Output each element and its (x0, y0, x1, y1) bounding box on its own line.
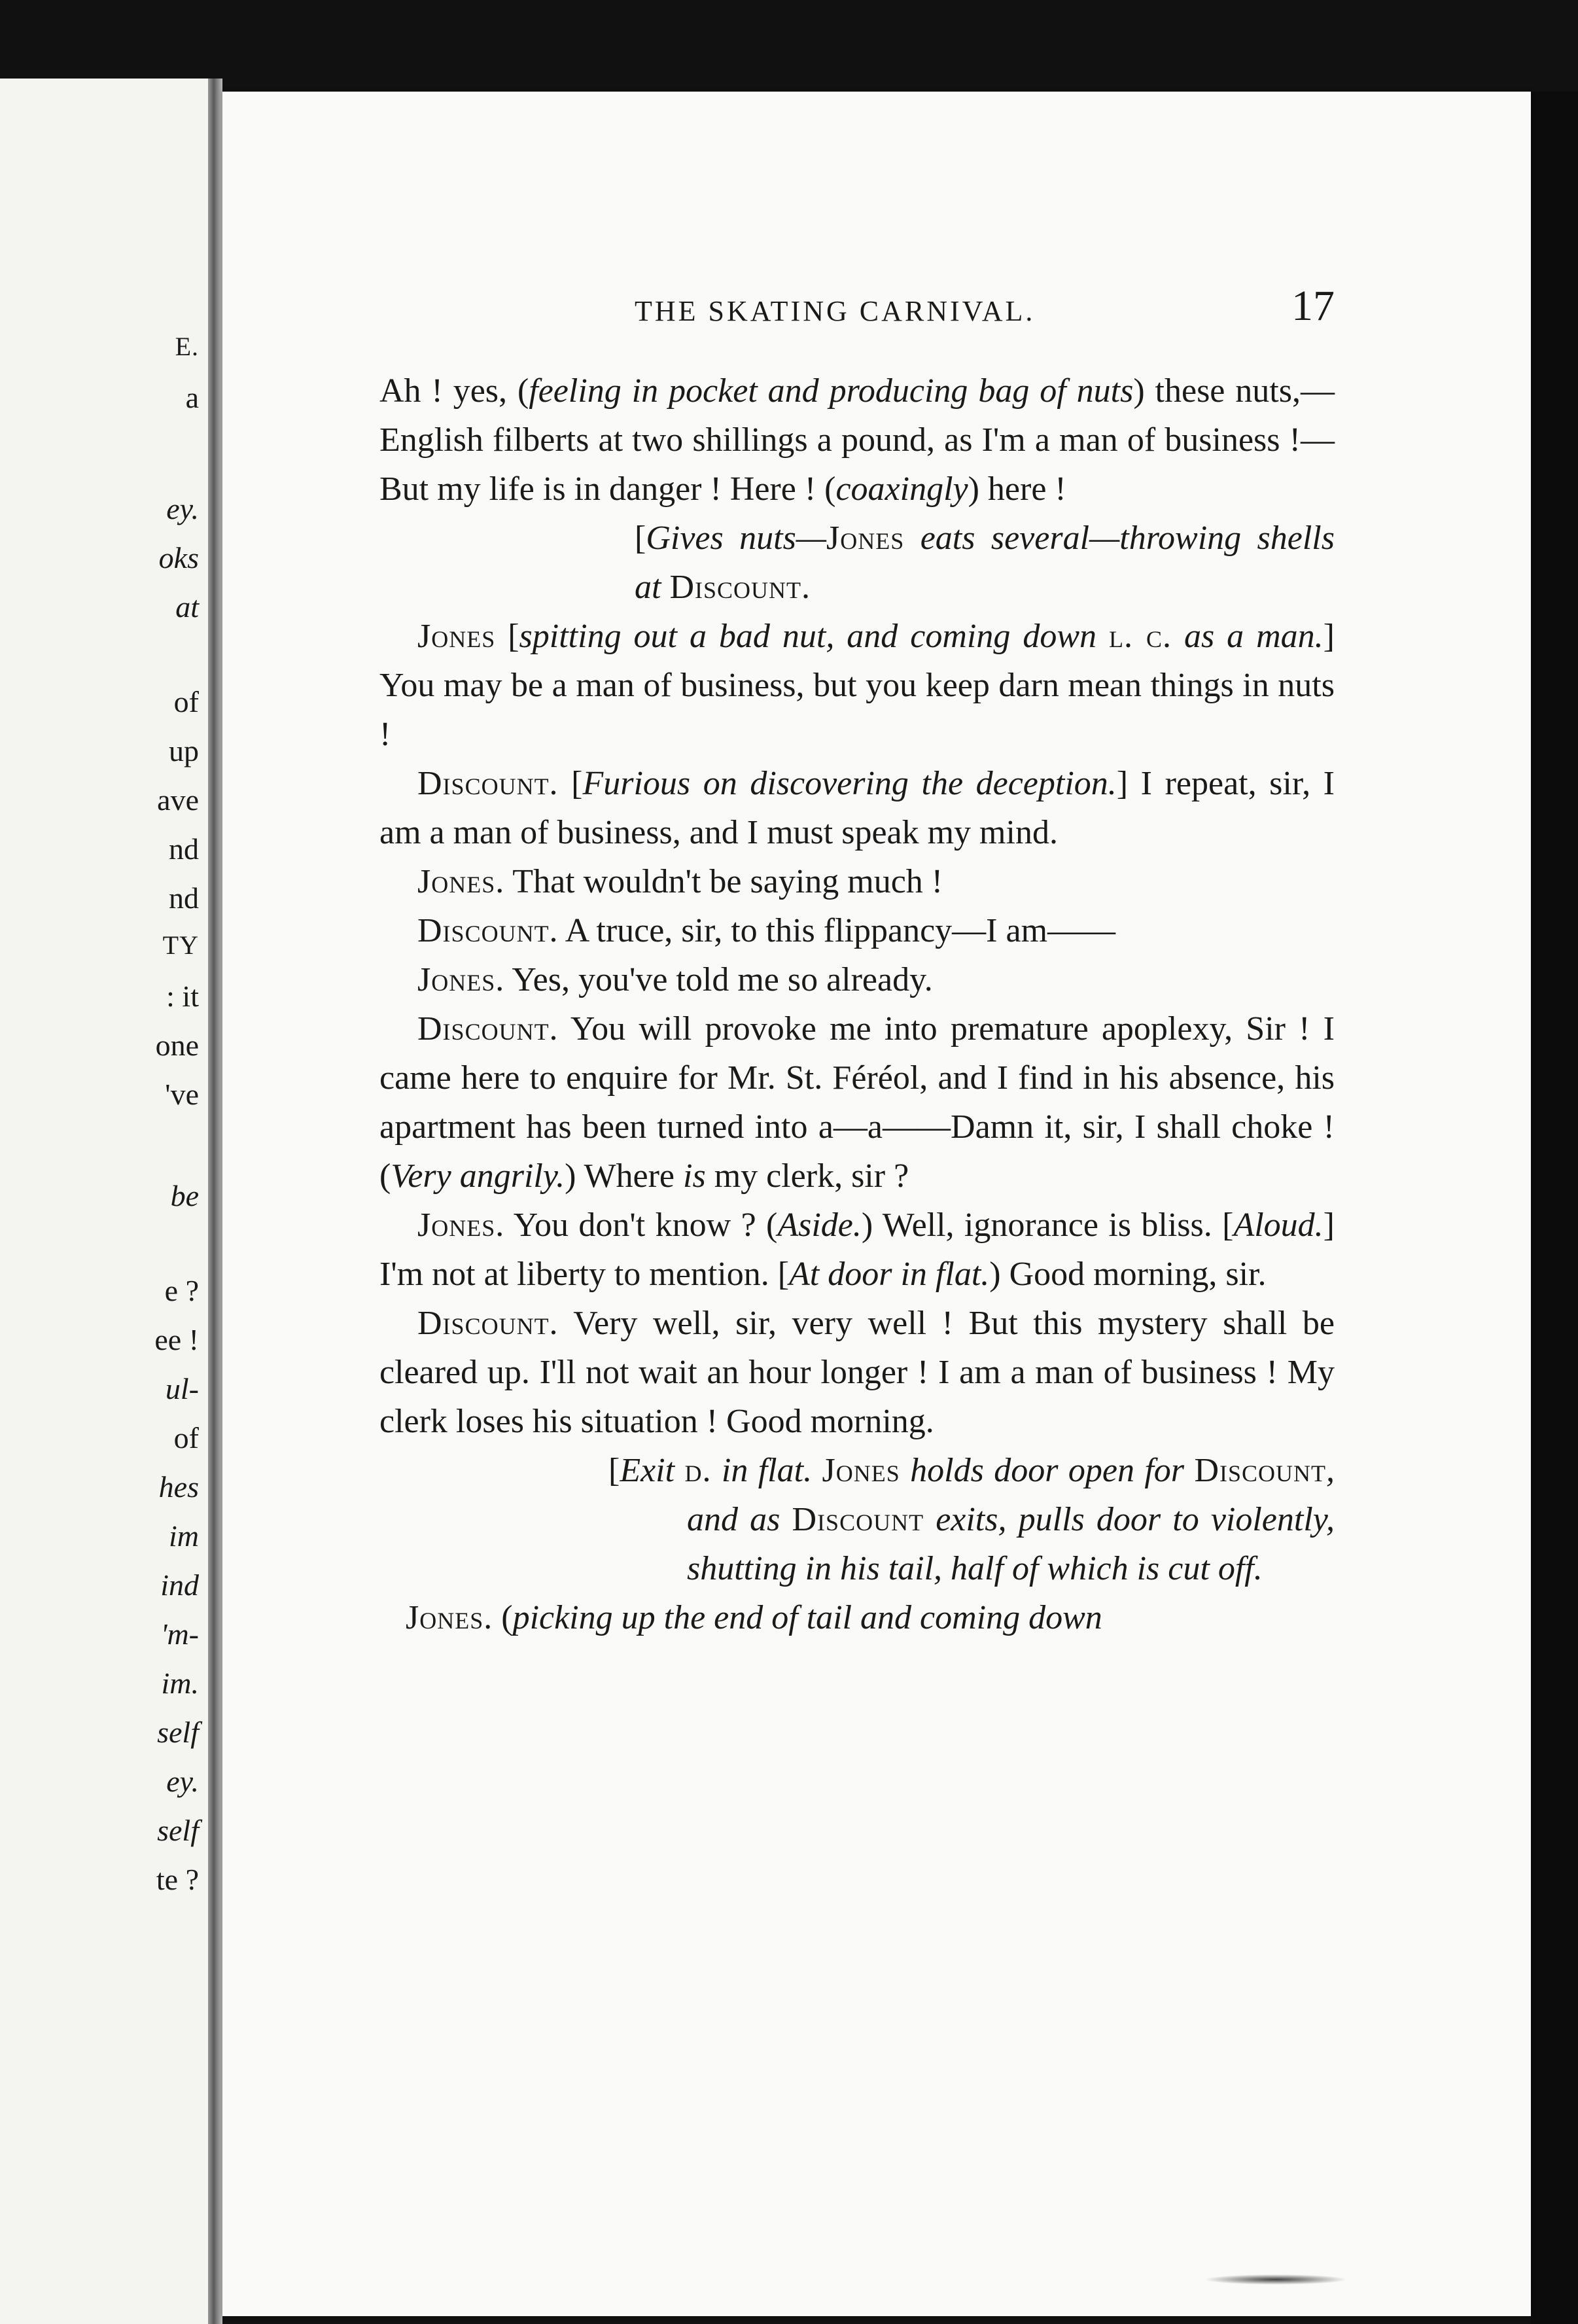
facing-page-text-fragment: at (175, 590, 199, 624)
facing-page-fragment (0, 79, 208, 2324)
facing-page-text-fragment: one (155, 1029, 199, 1062)
facing-page-text-fragment: of (173, 685, 199, 718)
speaker-name: Discount. (417, 1010, 559, 1048)
running-title: THE SKATING CARNIVAL. (635, 295, 1036, 327)
facing-page-text-fragment: nd (169, 881, 199, 915)
facing-page-text-fragment: oks (158, 541, 199, 574)
facing-page-text-fragment: ee ! (154, 1323, 199, 1356)
speaker-name: Jones. (406, 1599, 493, 1636)
facing-page-text-fragment: self (157, 1814, 199, 1847)
facing-page-text-fragment: hes (158, 1470, 199, 1504)
facing-page-text-fragment: 've (165, 1078, 199, 1111)
speaker-name: Jones (417, 618, 496, 655)
paragraph-speech: Ah ! yes, (feeling in pocket and producing bag of nuts) these nuts,—English filberts at two shillings a pound, as I'm a man of business !—But my life is in danger ! Here ! (coaxingly) here ! (379, 372, 1335, 508)
book-page (222, 92, 1531, 2316)
facing-page-text-fragment: of (173, 1421, 199, 1454)
facing-page-text-fragment: im (169, 1519, 199, 1553)
paragraph-speech: Jones. You don't know ? (Aside.) Well, ignorance is bliss. [Aloud.] I'm not at liberty to mention. [At door in flat.) Good morning, sir. (379, 1206, 1335, 1293)
stage-direction: [Gives nuts—Jones eats several—throwing shells at Discount. (635, 519, 1335, 606)
speaker-name: Jones. (417, 1206, 505, 1244)
page-header (222, 281, 1335, 334)
speaker-name: Discount. (417, 912, 559, 949)
paragraph-speech: Jones [spitting out a bad nut, and coming down l. c. as a man.] You may be a man of business, but you keep darn mean things in nuts ! (379, 618, 1335, 753)
facing-page-text-fragment: E. (175, 332, 199, 361)
facing-page-text-fragment: ind (160, 1568, 199, 1602)
paragraph-speech: Discount. [Furious on discovering the deception.] I repeat, sir, I am a man of business, and I must speak my mind. (379, 765, 1335, 851)
speaker-name: Jones. (417, 961, 505, 998)
paragraph-speech: Discount. A truce, sir, to this flippancy—I am—— (417, 912, 1116, 949)
paragraph-speech: Discount. Very well, sir, very well ! But this mystery shall be cleared up. I'll not wait an hour longer ! I am a man of business ! My clerk loses his situation ! Good morning. (379, 1305, 1335, 1440)
page-number: 17 (1291, 282, 1335, 330)
facing-page-text-fragment: te ? (156, 1863, 199, 1896)
speaker-name: Discount. (417, 1305, 559, 1342)
facing-page-text-fragment: ul- (165, 1372, 199, 1405)
facing-page-text-fragment: 'm- (160, 1617, 199, 1651)
facing-page-text-fragment: be (170, 1179, 199, 1212)
facing-page-text-fragment: self (157, 1716, 199, 1749)
scan-background-edge (1531, 92, 1578, 2324)
facing-page-text-fragment: e ? (164, 1274, 199, 1307)
scan-smudge (1204, 2274, 1348, 2285)
facing-page-text-fragment: ave (157, 783, 199, 817)
facing-page-text-fragment: up (169, 734, 199, 767)
stage-direction: [Exit d. in flat. Jones holds door open for Discount, and as Discount exits, pulls door to violently, shutting in his tail, half of which is cut off. (608, 1452, 1335, 1587)
facing-page-text-fragment: ey. (166, 1765, 199, 1798)
speaker-name: Jones. (417, 863, 505, 900)
facing-page-text-fragment: : it (166, 979, 199, 1013)
paragraph-speech: Jones. (picking up the end of tail and coming down (406, 1599, 1102, 1636)
facing-page-text-fragment: im. (161, 1666, 199, 1700)
paragraph-speech: Jones. That wouldn't be saying much ! (417, 863, 943, 900)
facing-page-text-fragment: ey. (166, 492, 199, 525)
facing-page-text-fragment: TY (162, 930, 199, 960)
speaker-name: Discount. (417, 765, 559, 802)
paragraph-speech: Jones. Yes, you've told me so already. (417, 961, 933, 998)
facing-page-text-fragment: nd (169, 832, 199, 866)
book-gutter (208, 79, 222, 2324)
play-text (379, 366, 1335, 1642)
paragraph-speech: Discount. You will provoke me into premature apoplexy, Sir ! I came here to enquire for Mr. St. Féréol, and I find in his absence, his apartment has been turned into a—a——Damn it, sir, I shall choke ! (Very angrily.) Where is my clerk, sir ? (379, 1010, 1335, 1195)
facing-page-text-fragment: a (185, 381, 199, 414)
